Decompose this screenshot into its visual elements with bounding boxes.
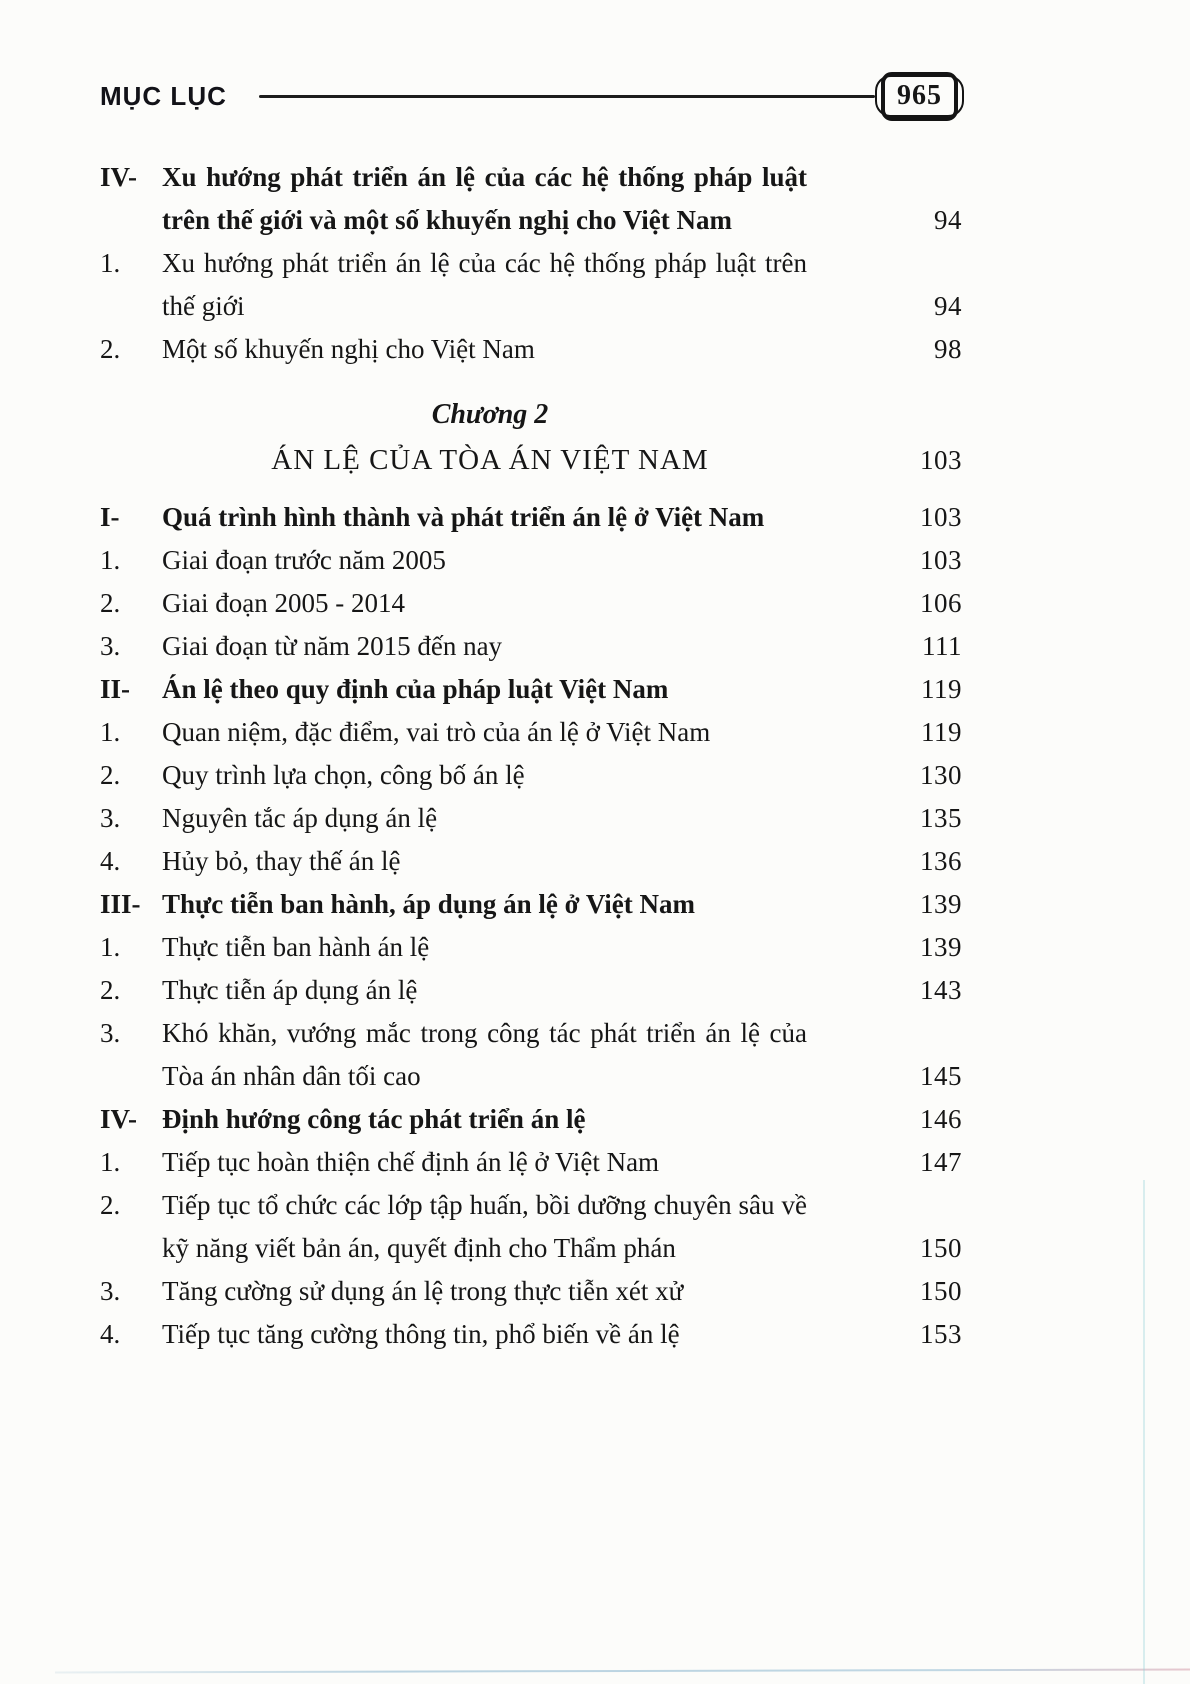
toc-entry-page: 103 — [920, 502, 962, 532]
toc-entry-label: 3. — [100, 1018, 121, 1048]
toc-entry — [100, 883, 962, 926]
toc-entry-page: 119 — [921, 674, 962, 704]
toc-entry — [100, 668, 962, 711]
toc-entry-text: Án lệ theo quy định của pháp luật Việt Nam — [162, 674, 669, 704]
toc-entry-label: 1. — [100, 248, 121, 278]
toc-entry-text: Quá trình hình thành và phát triển án lệ ở Việt Nam — [162, 502, 765, 532]
toc-entry-page: 135 — [920, 803, 962, 833]
toc-entry-label: 2. — [100, 1190, 121, 1220]
toc-entry — [100, 1184, 962, 1270]
toc-entry-text: Một số khuyến nghị cho Việt Nam — [162, 334, 535, 364]
toc-entry-text: Giai đoạn từ năm 2015 đến nay — [162, 631, 503, 661]
toc-entry — [100, 156, 962, 242]
chapter-number-label: Chương 2 — [431, 399, 549, 430]
toc-entry-page: 139 — [920, 889, 962, 919]
toc-entry-label: III- — [100, 889, 141, 919]
toc-entry-page: 119 — [921, 717, 962, 747]
toc-entry — [100, 797, 962, 840]
toc-entry — [100, 328, 962, 371]
toc-entry-page: 153 — [920, 1319, 962, 1349]
toc-entry — [100, 711, 962, 754]
toc-entry-text: Giai đoạn 2005 - 2014 — [162, 588, 405, 618]
toc-entry-page: 94 — [934, 291, 962, 321]
toc-entry-page: 143 — [920, 975, 962, 1005]
toc-entry-text: Tiếp tục hoàn thiện chế định án lệ ở Việt Nam — [162, 1147, 660, 1177]
toc-entry-page: 94 — [934, 205, 962, 235]
toc-entry — [100, 754, 962, 797]
toc-entry — [100, 582, 962, 625]
toc-entry-text: Thực tiễn áp dụng án lệ — [162, 975, 418, 1005]
toc-entry — [100, 1098, 962, 1141]
toc-entry-page: 150 — [920, 1276, 962, 1306]
toc-entry-label: 1. — [100, 1147, 121, 1177]
toc-entry-page: 103 — [920, 545, 962, 575]
toc-entry-label: 4. — [100, 846, 121, 876]
toc-entry — [100, 969, 962, 1012]
toc-entry-page: 146 — [920, 1104, 962, 1134]
toc-entry-label: 2. — [100, 975, 121, 1005]
toc-entry-page: 139 — [920, 932, 962, 962]
toc-header-title: MỤC LỤC — [100, 80, 227, 111]
page-number-badge — [875, 75, 964, 118]
toc-entry-text: Xu hướng phát triển án lệ của các hệ thống pháp luật trên thế giới và một số khuyến nghị cho Việt Nam — [162, 162, 807, 235]
toc-entry-text: Hủy bỏ, thay thế án lệ — [162, 846, 401, 876]
toc-entry-label: 3. — [100, 803, 121, 833]
toc-entry-label: 2. — [100, 334, 121, 364]
toc-entry — [100, 625, 962, 668]
toc-entry-label: 3. — [100, 1276, 121, 1306]
toc-entry-label: II- — [100, 674, 131, 704]
toc-entry-label: 2. — [100, 588, 121, 618]
toc-entry-label: IV- — [100, 162, 137, 192]
toc-entry-text: Tiếp tục tổ chức các lớp tập huấn, bồi dưỡng chuyên sâu về kỹ năng viết bản án, quyết định cho Thẩm phán — [162, 1190, 807, 1263]
toc-entry — [100, 840, 962, 883]
toc-entry — [100, 926, 962, 969]
chapter-title: ÁN LỆ CỦA TÒA ÁN VIỆT NAM — [271, 444, 709, 476]
scan-edge-bottom-line — [55, 1669, 1190, 1674]
toc-entry-label: 4. — [100, 1319, 121, 1349]
toc-entry-text: Giai đoạn trước năm 2005 — [162, 545, 446, 575]
toc-entry-text: Tăng cường sử dụng án lệ trong thực tiễn xét xử — [162, 1276, 684, 1306]
toc-entry-page: 130 — [920, 760, 962, 790]
toc-entry-label: IV- — [100, 1104, 137, 1134]
toc-entry-page: 136 — [920, 846, 962, 876]
toc-entry — [100, 496, 962, 539]
toc-entry — [100, 1012, 962, 1098]
chapter-heading — [100, 393, 962, 482]
toc-entry-page: 145 — [920, 1061, 962, 1091]
toc-entry — [100, 1270, 962, 1313]
toc-entry-label: 1. — [100, 932, 121, 962]
toc-entry-text: Quy trình lựa chọn, công bố án lệ — [162, 760, 525, 790]
chapter-page-number: 103 — [920, 445, 962, 475]
chapter-title-row — [100, 439, 962, 482]
toc-entry-text: Nguyên tắc áp dụng án lệ — [162, 803, 438, 833]
toc-entry-text: Quan niệm, đặc điểm, vai trò của án lệ ở Việt Nam — [162, 717, 711, 747]
toc-entry — [100, 539, 962, 582]
scan-edge-right-line — [1143, 1180, 1145, 1684]
toc-entry-text: Xu hướng phát triển án lệ của các hệ thống pháp luật trên thế giới — [162, 248, 807, 321]
toc-entry — [100, 1313, 962, 1356]
toc-entry-text: Khó khăn, vướng mắc trong công tác phát triển án lệ của Tòa án nhân dân tối cao — [162, 1018, 807, 1091]
toc-entry-page: 98 — [934, 334, 962, 364]
header-rule — [259, 95, 875, 98]
toc-entry-page: 106 — [920, 588, 962, 618]
toc-entry-label: 1. — [100, 545, 121, 575]
toc-entry-page: 147 — [920, 1147, 962, 1177]
toc-entry-label: 3. — [100, 631, 121, 661]
toc-entry-label: 2. — [100, 760, 121, 790]
toc-entry-text: Định hướng công tác phát triển án lệ — [162, 1104, 586, 1134]
toc-entry-label: 1. — [100, 717, 121, 747]
toc-entry-label: I- — [100, 502, 120, 532]
toc-entry-page: 150 — [920, 1233, 962, 1263]
toc-entry — [100, 1141, 962, 1184]
toc-entry — [100, 242, 962, 328]
toc-entry-text: Tiếp tục tăng cường thông tin, phổ biến về án lệ — [162, 1319, 680, 1349]
table-of-contents — [100, 156, 962, 1356]
page-header — [100, 60, 964, 132]
toc-entry-text: Thực tiễn ban hành, áp dụng án lệ ở Việt Nam — [162, 889, 696, 919]
toc-entry-page: 111 — [922, 631, 962, 661]
page-number-value: 965 — [881, 72, 958, 121]
toc-entry-text: Thực tiễn ban hành án lệ — [162, 932, 430, 962]
